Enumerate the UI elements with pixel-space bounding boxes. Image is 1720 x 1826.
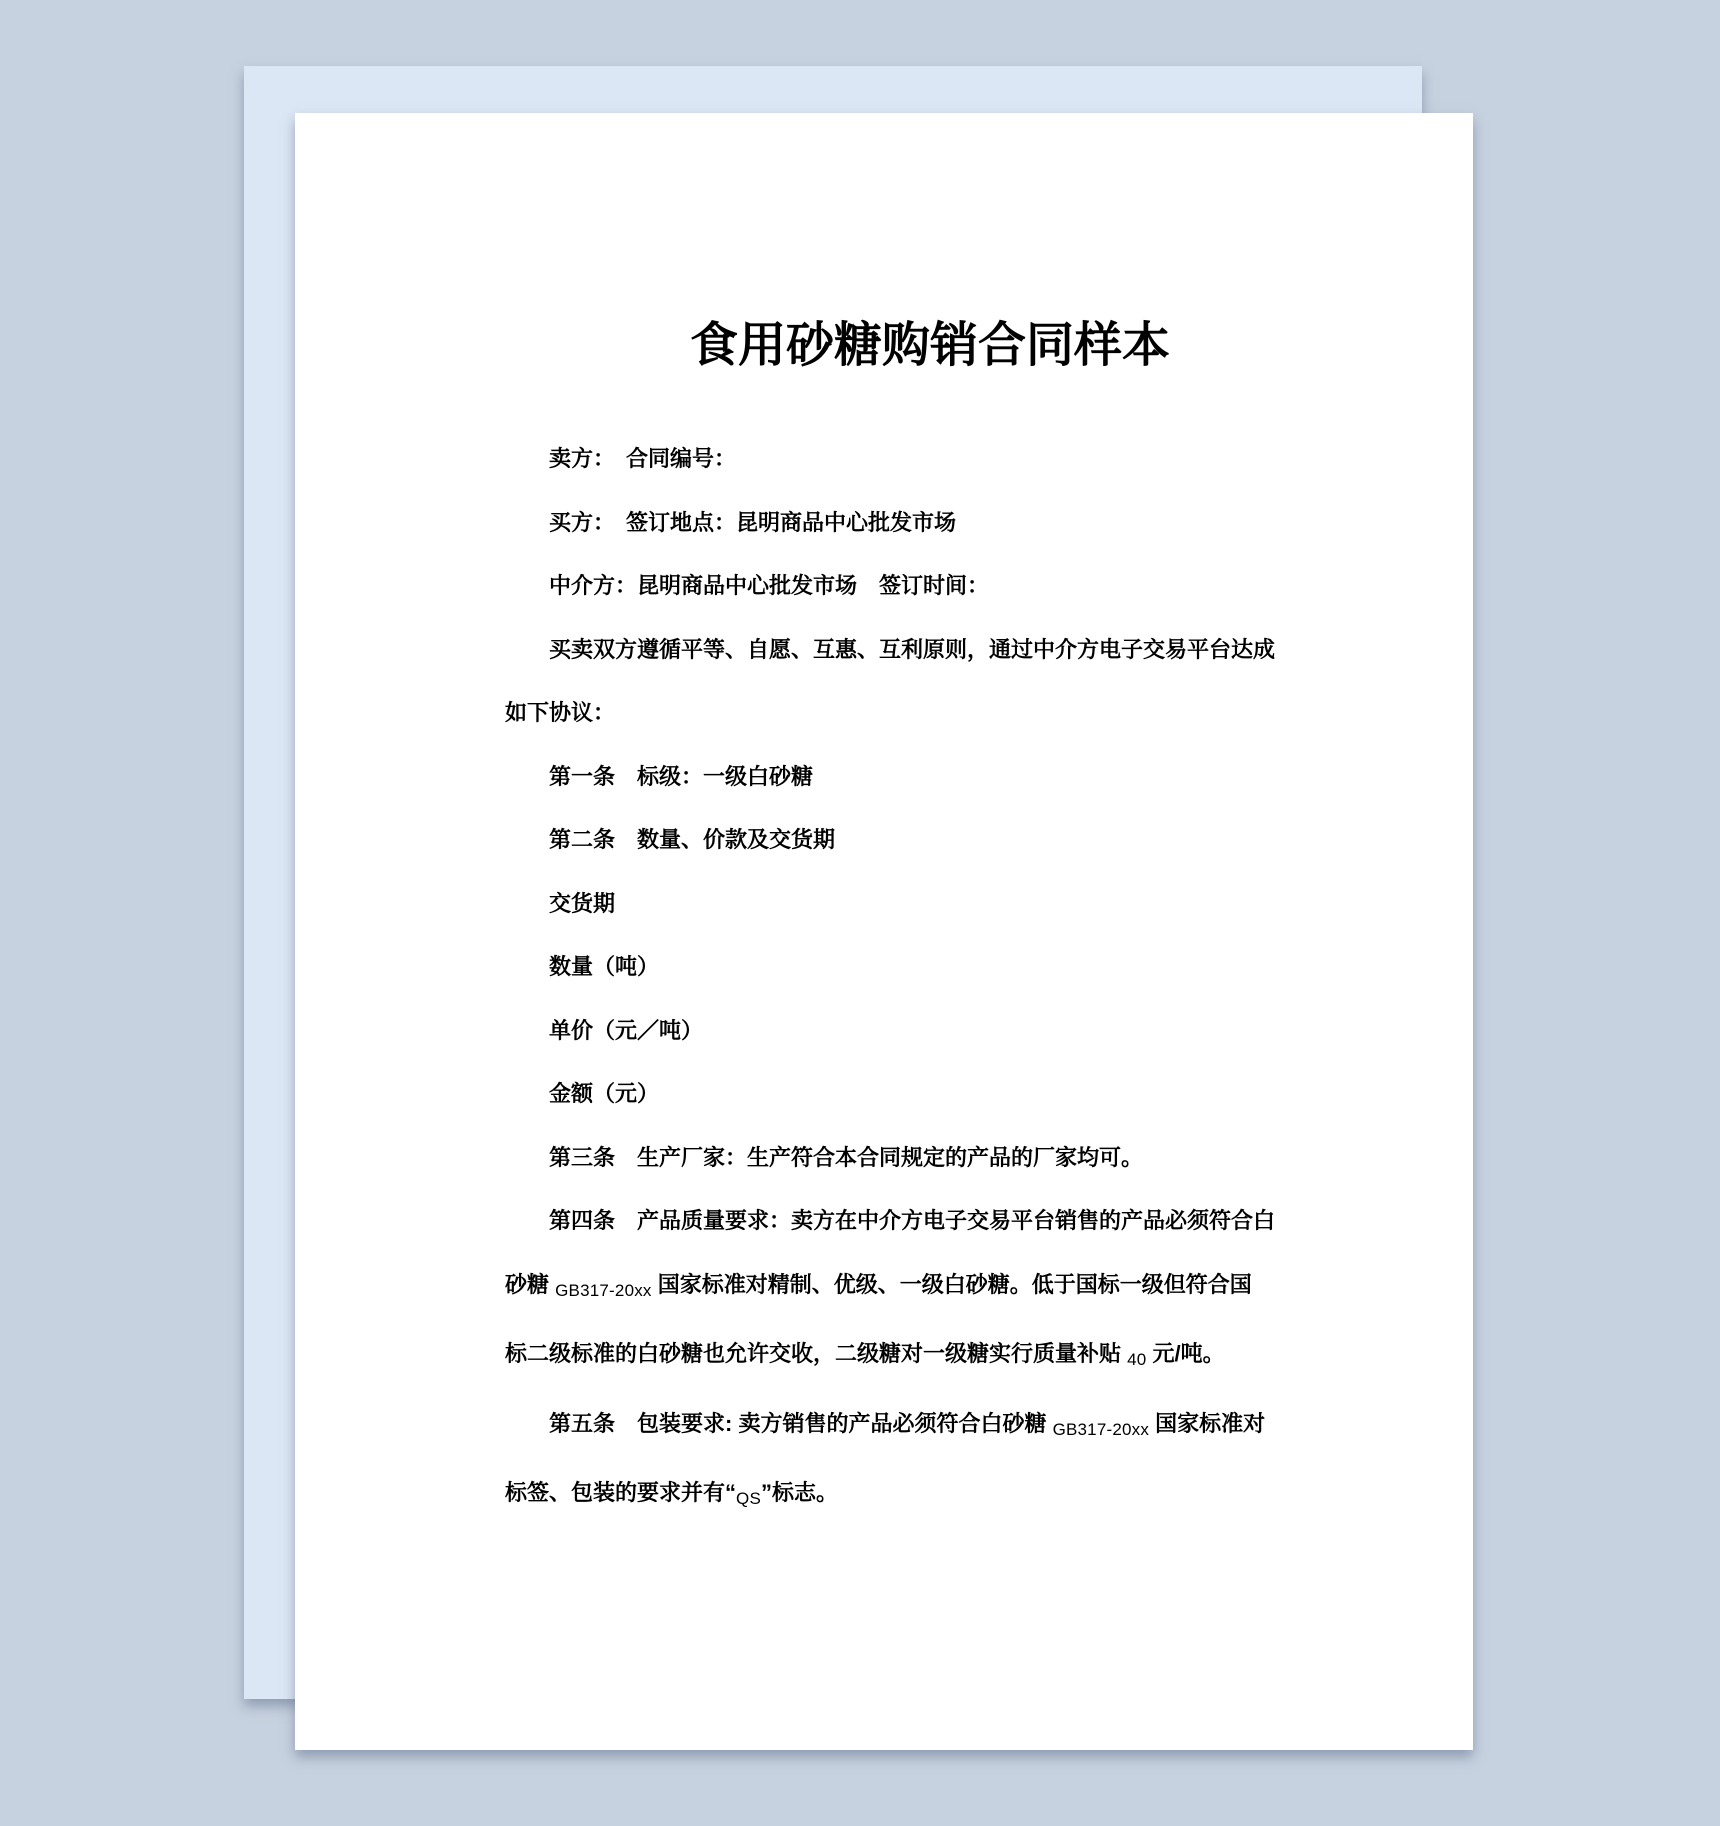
paragraph-seller: 卖方： 合同编号： [549,446,737,471]
article4-line3-text-cn2: 元/吨。 [1146,1341,1225,1366]
paragraph-unit-price: 单价（元／吨） [549,1017,704,1043]
article5-standard-code: GB317-20xx [1052,1419,1150,1439]
paragraph-article3: 第三条 生产厂家：生产符合本合同规定的产品的厂家均可。 [549,1144,1144,1170]
paragraph-article5-line1 [505,1392,1266,1462]
paragraph-quantity: 数量（吨） [549,954,660,979]
article5-line2-text-cn2: ”标志。 [760,1480,838,1505]
article4-standard-code: GB317-20xx [555,1280,652,1300]
article5-line2-text-cn1: 标签、包装的要求并有“ [505,1480,737,1505]
paragraph-article1: 第一条 标级：一级白砂糖 [549,763,814,789]
article5-line1-text-cn2: 国家标准对 [1149,1410,1266,1436]
paragraph-article4-line3 [505,1322,1263,1392]
article4-line2-text-cn1: 砂糖 [505,1271,556,1297]
paragraph-intermediary: 中介方：昆明商品中心批发市场 签订时间： [549,573,990,598]
article4-line2-text-cn2: 国家标准对精制、优级、一级白砂糖。低于国标一级但符合国 [651,1271,1252,1297]
paragraph-article5-line2 [505,1461,1263,1531]
paragraph-article4-line2 [505,1253,1263,1323]
paragraph-preamble-line2: 如下协议： [505,700,616,725]
paragraph-delivery-period: 交货期 [549,890,616,916]
article5-qs-mark: QS [736,1489,761,1508]
contract-page [295,113,1473,1750]
paragraph-buyer: 买方： 签订地点：昆明商品中心批发市场 [549,509,957,535]
document-body [505,427,1276,1531]
paragraph-article4-line1: 第四条 产品质量要求：卖方在中介方电子交易平台销售的产品必须符合白 [549,1208,1276,1233]
paragraph-amount: 金额（元） [549,1081,660,1106]
article4-line3-text-cn1: 标二级标准的白砂糖也允许交收，二级糖对一级糖实行质量补贴 [505,1341,1128,1366]
paragraph-article2: 第二条 数量、价款及交货期 [549,827,836,852]
document-title: 食用砂糖购销合同样本 [689,319,1170,372]
article4-subsidy-amount: 40 [1127,1350,1147,1369]
paragraph-preamble-line1: 买卖双方遵循平等、自愿、互惠、互利原则，通过中介方电子交易平台达成 [549,636,1276,662]
article5-line1-text-cn1: 第五条 包装要求: 卖方销售的产品必须符合白砂糖 [549,1410,1053,1436]
